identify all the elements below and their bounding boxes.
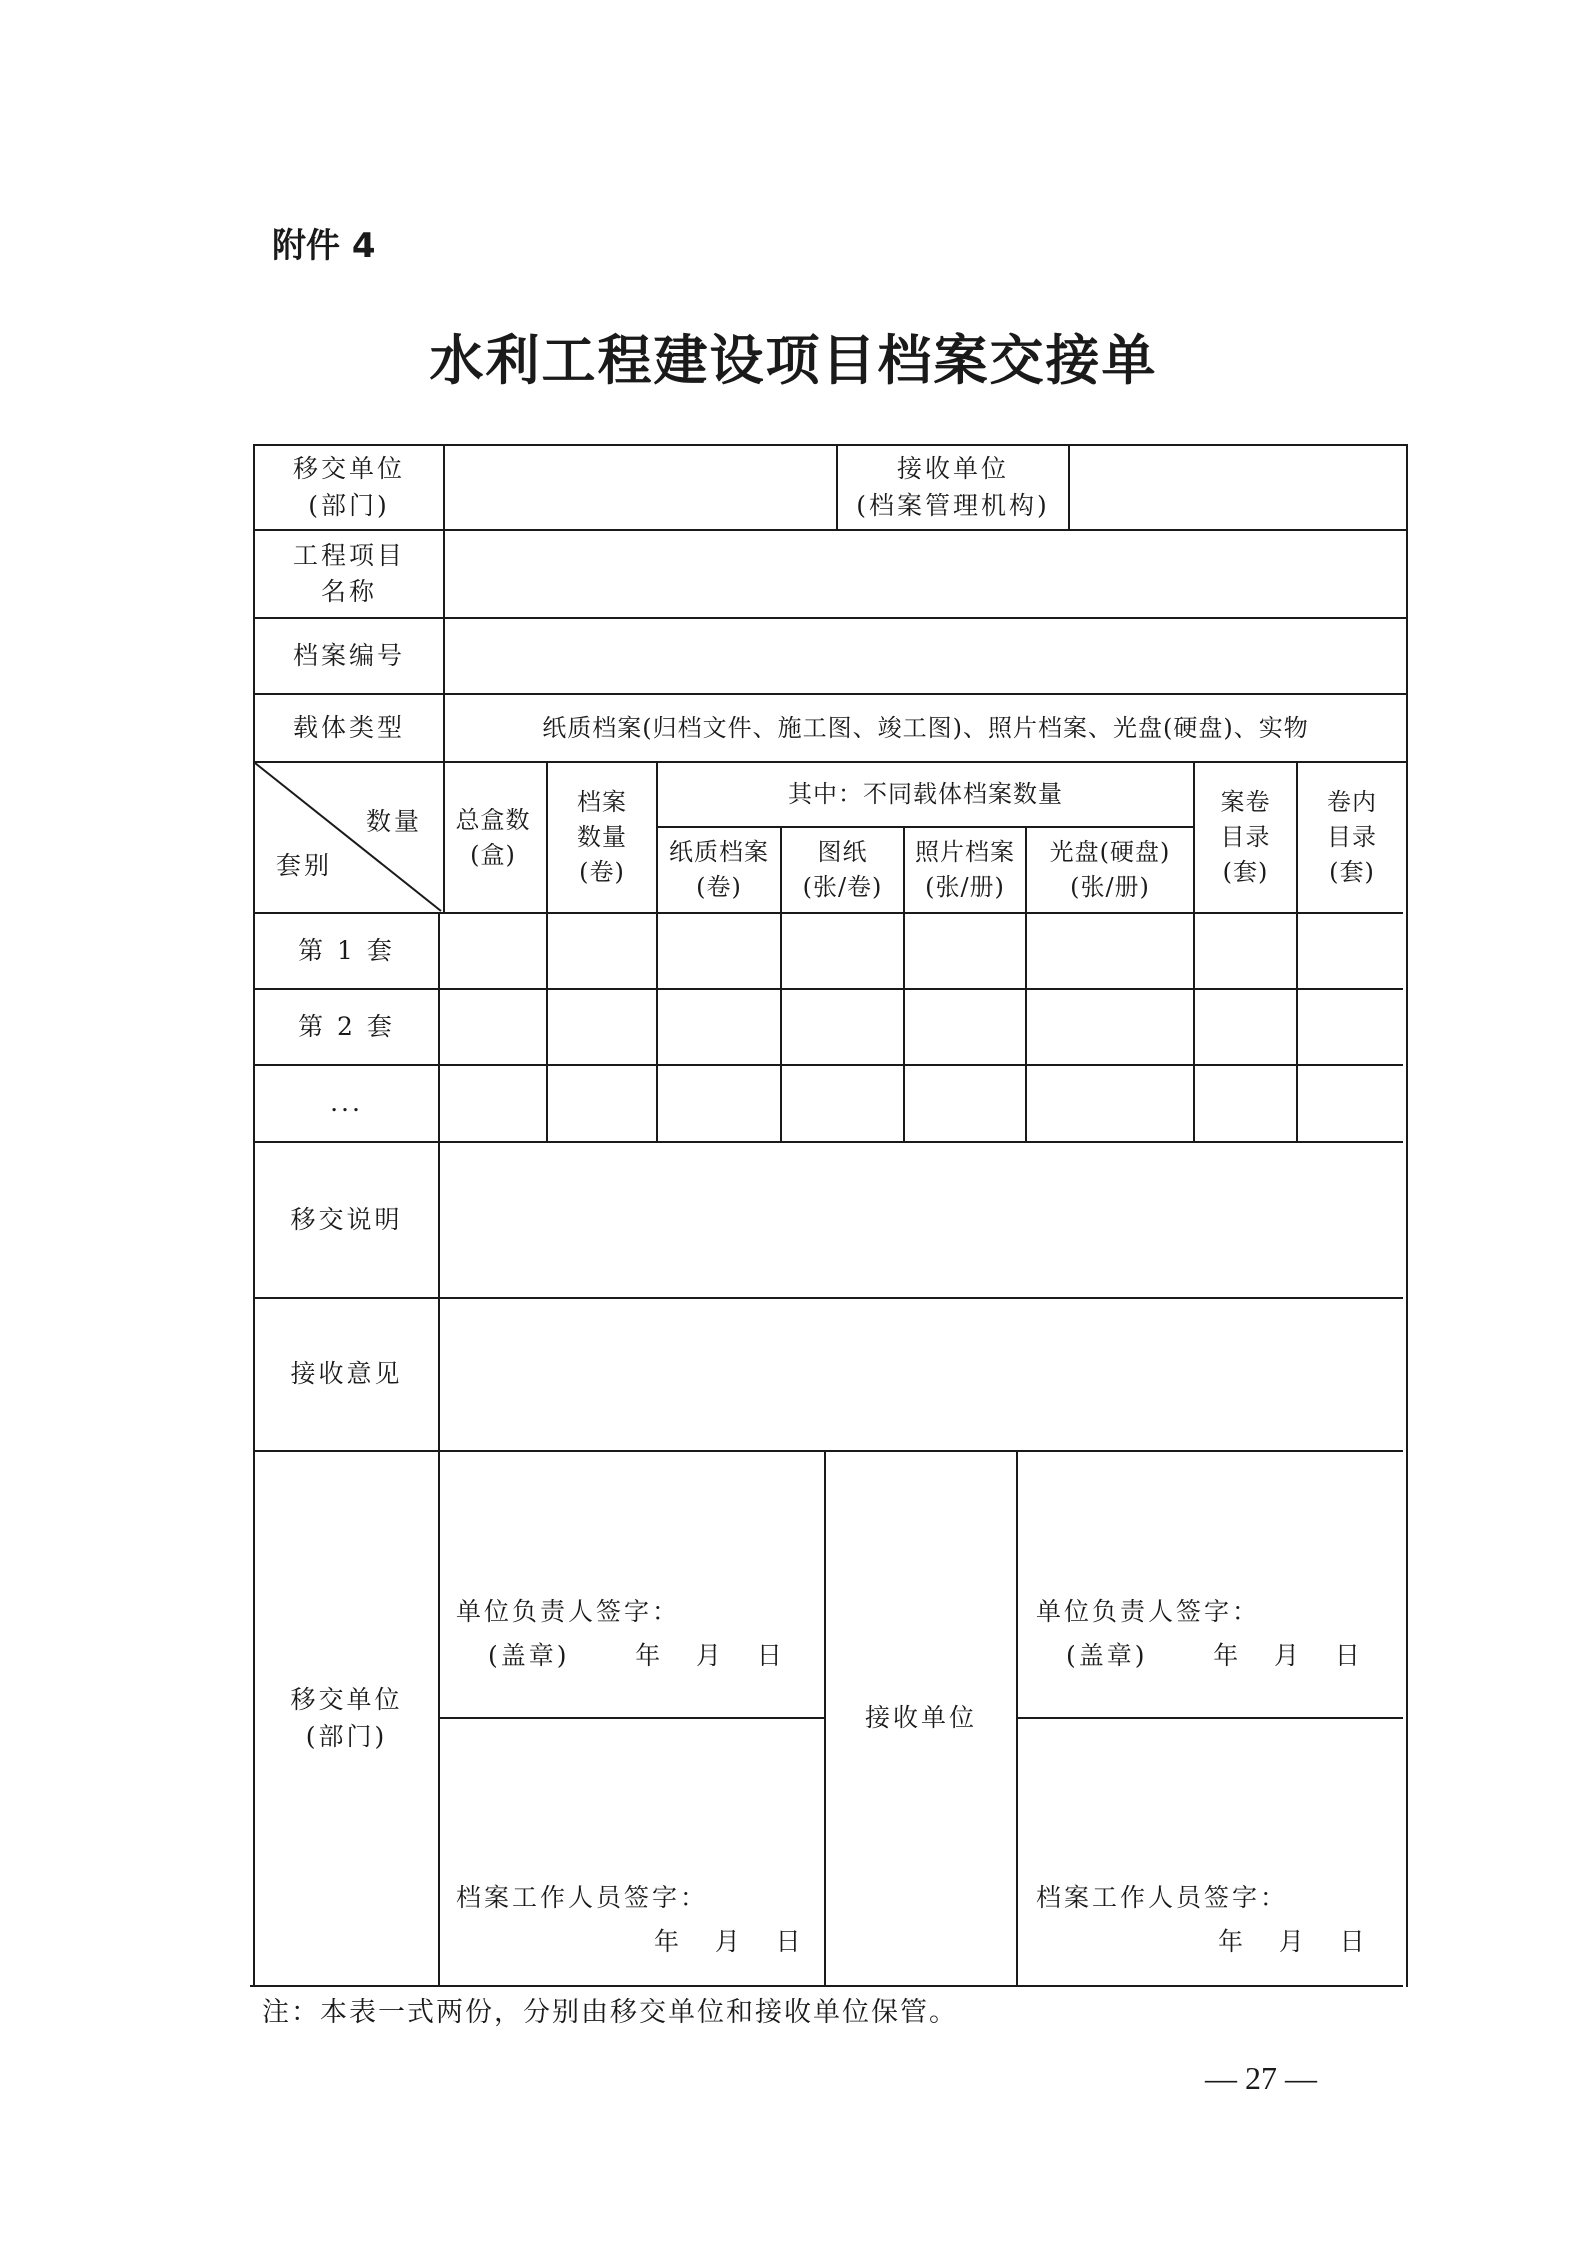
receive-opinion-field[interactable] (440, 1299, 1406, 1450)
receive-archivist-sign: 档案工作人员签字： (1036, 1883, 1289, 1912)
archive-number-label: 档案编号 (292, 640, 405, 670)
corner-header-set: 套别 (276, 851, 333, 880)
receive-opinion-label: 接收意见 (290, 1359, 403, 1389)
set-row-label: ... (330, 1088, 363, 1118)
col-divider (1016, 1450, 1018, 1987)
header-media-group: 其中：不同载体档案数量 (788, 780, 1063, 809)
transfer-archivist-sign: 档案工作人员签字： (456, 1883, 709, 1912)
row-divider (1016, 1717, 1403, 1719)
project-name-field[interactable] (445, 531, 1406, 617)
transfer-unit-sign-label: 移交单位 (部门) (290, 1685, 403, 1751)
transfer-note-field[interactable] (440, 1143, 1406, 1297)
archive-number-field[interactable] (445, 619, 1406, 693)
header-disc: 光盘(硬盘) (张/册) (1049, 838, 1171, 901)
header-archive-qty: 档案 数量 (卷) (577, 788, 627, 886)
receive-stamp-date: (盖章) 年 月 日 (1066, 1641, 1363, 1670)
page-number: — 27 — (1205, 2060, 1317, 2096)
header-paper: 纸质档案 (卷) (669, 838, 769, 901)
header-file-catalog: 案卷 目录 (套) (1220, 788, 1271, 886)
footnote: 注：本表一式两份，分别由移交单位和接收单位保管。 (262, 1997, 958, 2028)
transfer-archivist-date: 年 月 日 (654, 1927, 804, 1956)
receive-leader-sign: 单位负责人签字： (1036, 1597, 1261, 1626)
header-drawings: 图纸 (张/卷) (802, 838, 883, 901)
transfer-unit-label: 移交单位 (部门) (292, 454, 405, 520)
header-total-boxes: 总盒数 (盒) (455, 805, 531, 869)
table-border-right (1406, 444, 1408, 1987)
set-row-label: 第 2 套 (298, 1011, 395, 1041)
transfer-unit-field[interactable] (445, 446, 836, 529)
receive-unit-label: 接收单位 (档案管理机构) (856, 454, 1050, 520)
table-border-bottom (250, 1985, 1403, 1987)
header-inner-catalog: 卷内 目录 (套) (1327, 788, 1377, 886)
transfer-stamp-date: (盖章) 年 月 日 (488, 1641, 785, 1670)
transfer-note-label: 移交说明 (290, 1204, 403, 1234)
media-type-value: 纸质档案(归档文件、施工图、竣工图)、照片档案、光盘(硬盘)、实物 (542, 713, 1309, 742)
receive-archivist-date: 年 月 日 (1218, 1927, 1368, 1956)
receive-unit-field[interactable] (1070, 446, 1406, 529)
corner-header-quantity: 数量 (366, 807, 423, 836)
project-name-label: 工程项目 名称 (292, 540, 405, 606)
transfer-leader-sign: 单位负责人签字： (456, 1597, 681, 1626)
receive-unit-sign-label: 接收单位 (864, 1703, 977, 1733)
header-photos: 照片档案 (张/册) (915, 838, 1015, 901)
row-divider (438, 1717, 826, 1719)
set-row-label: 第 1 套 (298, 935, 395, 965)
form-title: 水利工程建设项目档案交接单 (429, 329, 1158, 392)
media-type-label: 载体类型 (292, 712, 405, 742)
attachment-label: 附件 4 (272, 226, 376, 266)
